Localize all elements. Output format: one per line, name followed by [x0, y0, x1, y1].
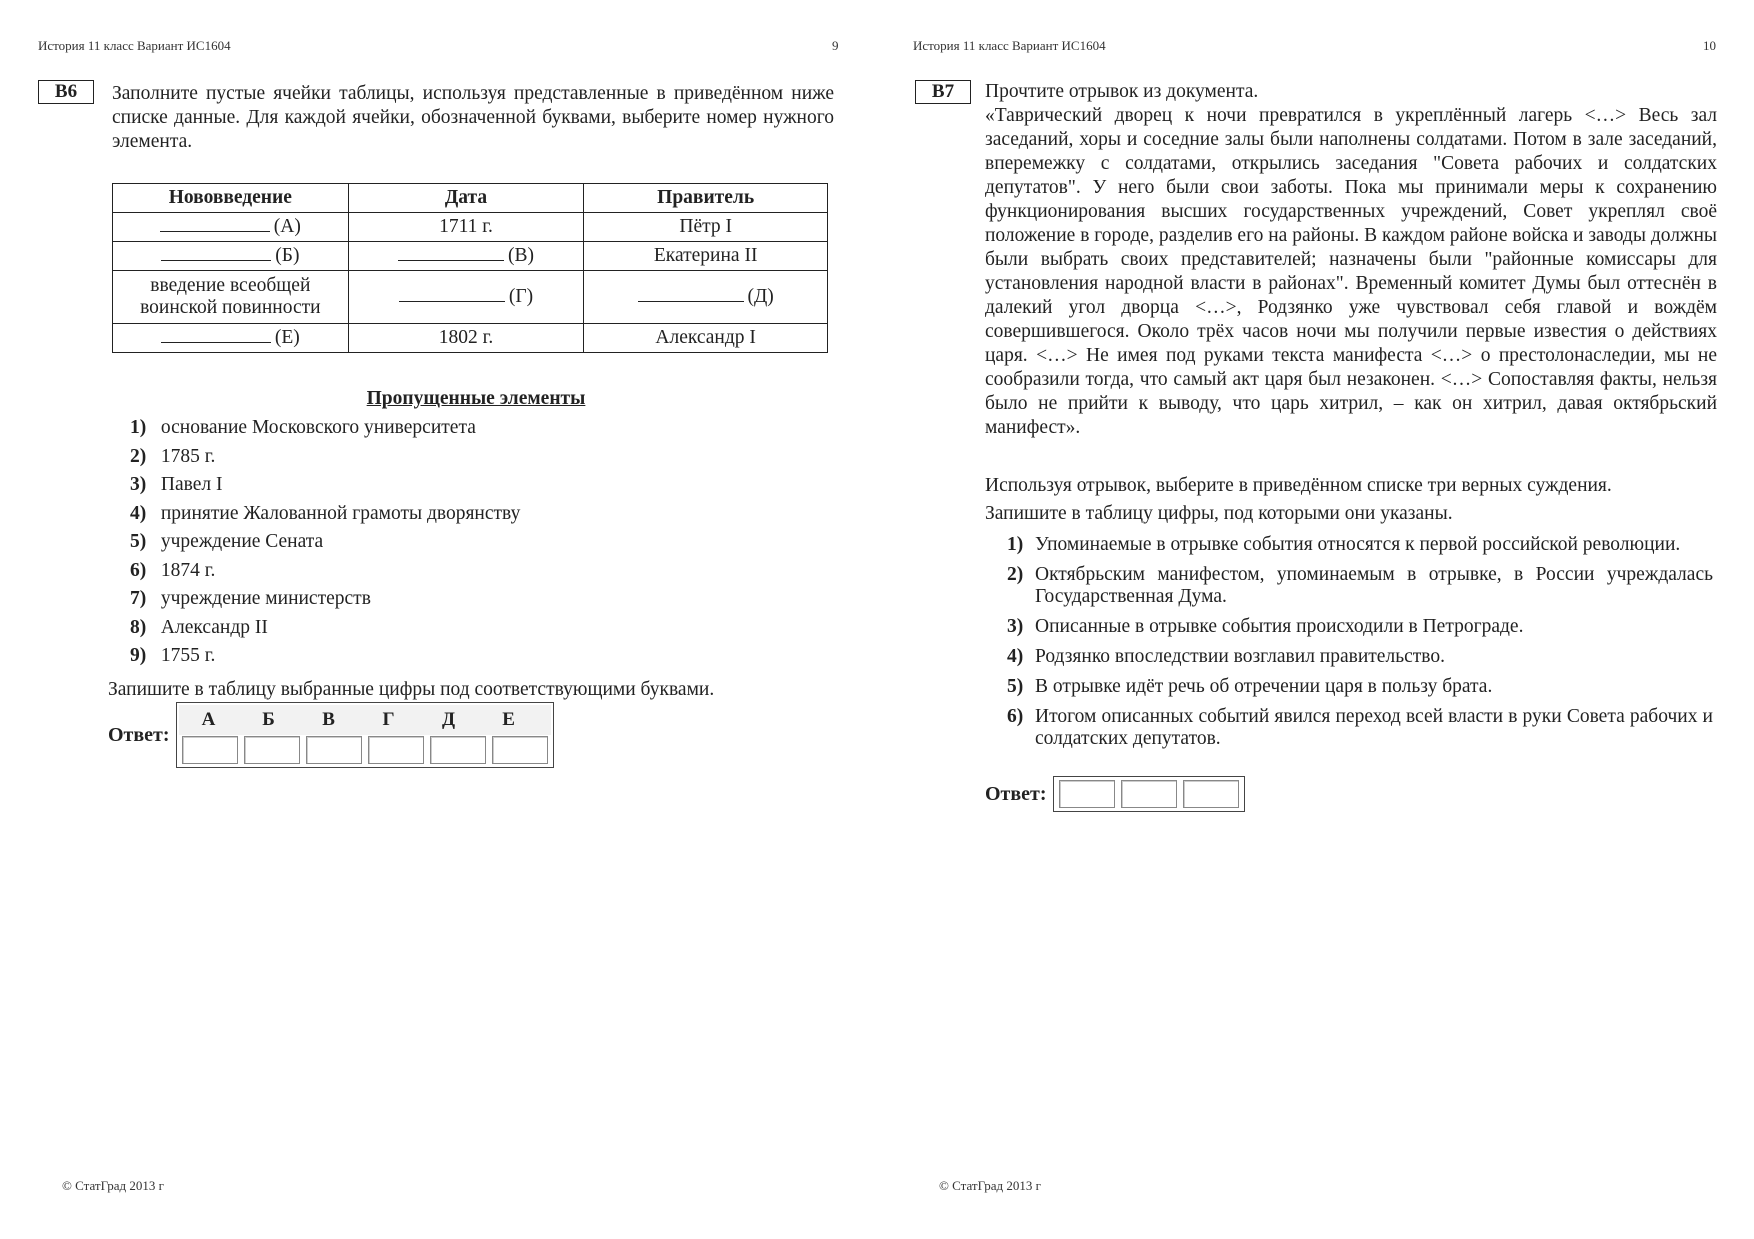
page-footer: © СтатГрад 2013 г: [939, 1178, 1041, 1193]
answer-label: Ответ:: [108, 723, 170, 746]
date-cell: 1802 г.: [348, 324, 584, 353]
column-header: Правитель: [584, 184, 828, 213]
list-item: 9) 1755 г.: [130, 645, 216, 666]
right-page: [877, 0, 1754, 1239]
answer-cell-e[interactable]: [492, 736, 548, 764]
blank-cell-e: (Е): [113, 324, 349, 353]
column-header: Нововведение: [113, 184, 349, 213]
list-item: 5) В отрывке идёт речь об отречении царя в пользу брата.: [1007, 676, 1493, 697]
column-header: Дата: [348, 184, 584, 213]
answer-cell-a[interactable]: [182, 736, 238, 764]
page-header: История 11 класс Вариант ИС1604: [913, 38, 1106, 53]
table-row: [113, 242, 828, 271]
blank-cell-d: (Д): [584, 271, 828, 324]
answer-letter: В: [322, 709, 335, 730]
list-item: 5) учреждение Сената: [130, 531, 324, 552]
answer-letter: Д: [442, 709, 456, 730]
list-item: 7) учреждение министерств: [130, 588, 371, 609]
innovation-cell: введение всеобщей воинской повинности: [113, 271, 349, 324]
statements-list: [1007, 534, 1713, 758]
answer-letter: Г: [382, 709, 395, 730]
question-label: В6: [38, 80, 94, 104]
page-footer: © СтатГрад 2013 г: [62, 1178, 164, 1193]
page-header: История 11 класс Вариант ИС1604: [38, 38, 231, 53]
page-number: 9: [832, 38, 839, 53]
answer-cell-1[interactable]: [1059, 780, 1115, 808]
write-instruction: Запишите в таблицу выбранные цифры под соответствующими буквами.: [108, 679, 715, 700]
answer-block: [108, 702, 554, 768]
answer-cell-d[interactable]: [430, 736, 486, 764]
ruler-cell: Екатерина II: [584, 242, 828, 271]
list-item: 2) 1785 г.: [130, 445, 216, 467]
blank-cell-a: (А): [113, 213, 349, 242]
list-item: 8) Александр II: [130, 616, 268, 638]
list-item: 6) 1874 г.: [130, 559, 216, 581]
answer-cell-v[interactable]: [306, 736, 362, 764]
table-row: [113, 271, 828, 324]
answer-grid: [1053, 776, 1245, 812]
question-instruction: Заполните пустые ячейки таблицы, используя представленные в приведённом ниже списке данные. Для каждой ячейки, обозначенной буквами, выберите номер нужного элемента.: [112, 83, 834, 152]
ruler-cell: Пётр I: [584, 213, 828, 242]
answer-cell-3[interactable]: [1183, 780, 1239, 808]
list-item: 3) Павел I: [130, 474, 223, 495]
answer-letter: А: [201, 709, 216, 730]
answer-cell-b[interactable]: [244, 736, 300, 764]
list-item: 1) Упоминаемые в отрывке события относятся к первой российской революции.: [1007, 534, 1681, 555]
blank-cell-g: (Г): [348, 271, 584, 324]
ruler-cell: Александр I: [584, 324, 828, 353]
list-item: 4) Родзянко впоследствии возглавил правительство.: [1007, 646, 1445, 667]
list-item: 3) Описанные в отрывке события происходили в Петрограде.: [1007, 616, 1524, 637]
missing-elements-list: [130, 414, 520, 671]
list-item: 1) основание Московского университета: [130, 417, 476, 438]
fill-table: [112, 183, 828, 353]
table-row: [113, 324, 828, 353]
blank-cell-b: (Б): [113, 242, 349, 271]
list-item: 2) Октябрьским манифестом, упоминаемым в отрывке, в России учреждалась Государственная Дума.: [1007, 564, 1713, 607]
list-item: 4) принятие Жалованной грамоты дворянству: [130, 502, 521, 524]
date-cell: 1711 г.: [348, 213, 584, 242]
document-excerpt: «Таврический дворец к ночи превратился в укреплённый лагерь <…> Весь зал заседаний, хоры и соседние залы были наполнены солдатами. Потом в зале заседаний, вперемежку с солдатами, открылись заседания "Совета рабочих и солдатских депутатов". У него были свои заботы. Пока мы принимали меры к сохранению функционирования высших государственных учреждений, Совет укреплял своё положение в городе, разделив его на районы. В каждом районе войска и заводы должны были выбрать своих представителей; назначены были "районные комиссары для установления народной власти в районах". Временный комитет Думы был оттеснён в далекий угол дворца <…>, Родзянко уже чувствовал себя главой и вождём совершившегося. Около трёх часов ночи мы получили первые известия о действиях царя. <…> Не имея под руками текста манифеста <…> о престолонаследии, мы не сообразили тогда, что самый акт царя был незаконен. <…> Сопоставляя факты, нельзя было не прийти к выводу, что царь хитрил, – как он хитрил, давая октябрьский манифест».: [985, 105, 1717, 438]
answer-label: Ответ:: [985, 782, 1047, 805]
answer-letter: Б: [262, 709, 275, 730]
table-row: [113, 213, 828, 242]
page-number: 10: [1703, 38, 1716, 53]
answer-cell-2[interactable]: [1121, 780, 1177, 808]
answer-grid: [176, 702, 554, 768]
question-label: В7: [915, 80, 971, 104]
answer-block: [985, 776, 1245, 812]
question-intro: Прочтите отрывок из документа.: [985, 81, 1259, 102]
task-text-2: Запишите в таблицу цифры, под которыми они указаны.: [985, 503, 1453, 524]
answer-cell-g[interactable]: [368, 736, 424, 764]
blank-cell-v: (В): [348, 242, 584, 271]
task-text-1: Используя отрывок, выберите в приведённом списке три верных суждения.: [985, 475, 1612, 496]
list-item: 6) Итогом описанных событий явился переход всей власти в руки Совета рабочих и солдатских депутатов.: [1007, 706, 1713, 749]
answer-letter: Е: [502, 709, 515, 730]
missing-elements-title: Пропущенные элементы: [366, 388, 586, 409]
